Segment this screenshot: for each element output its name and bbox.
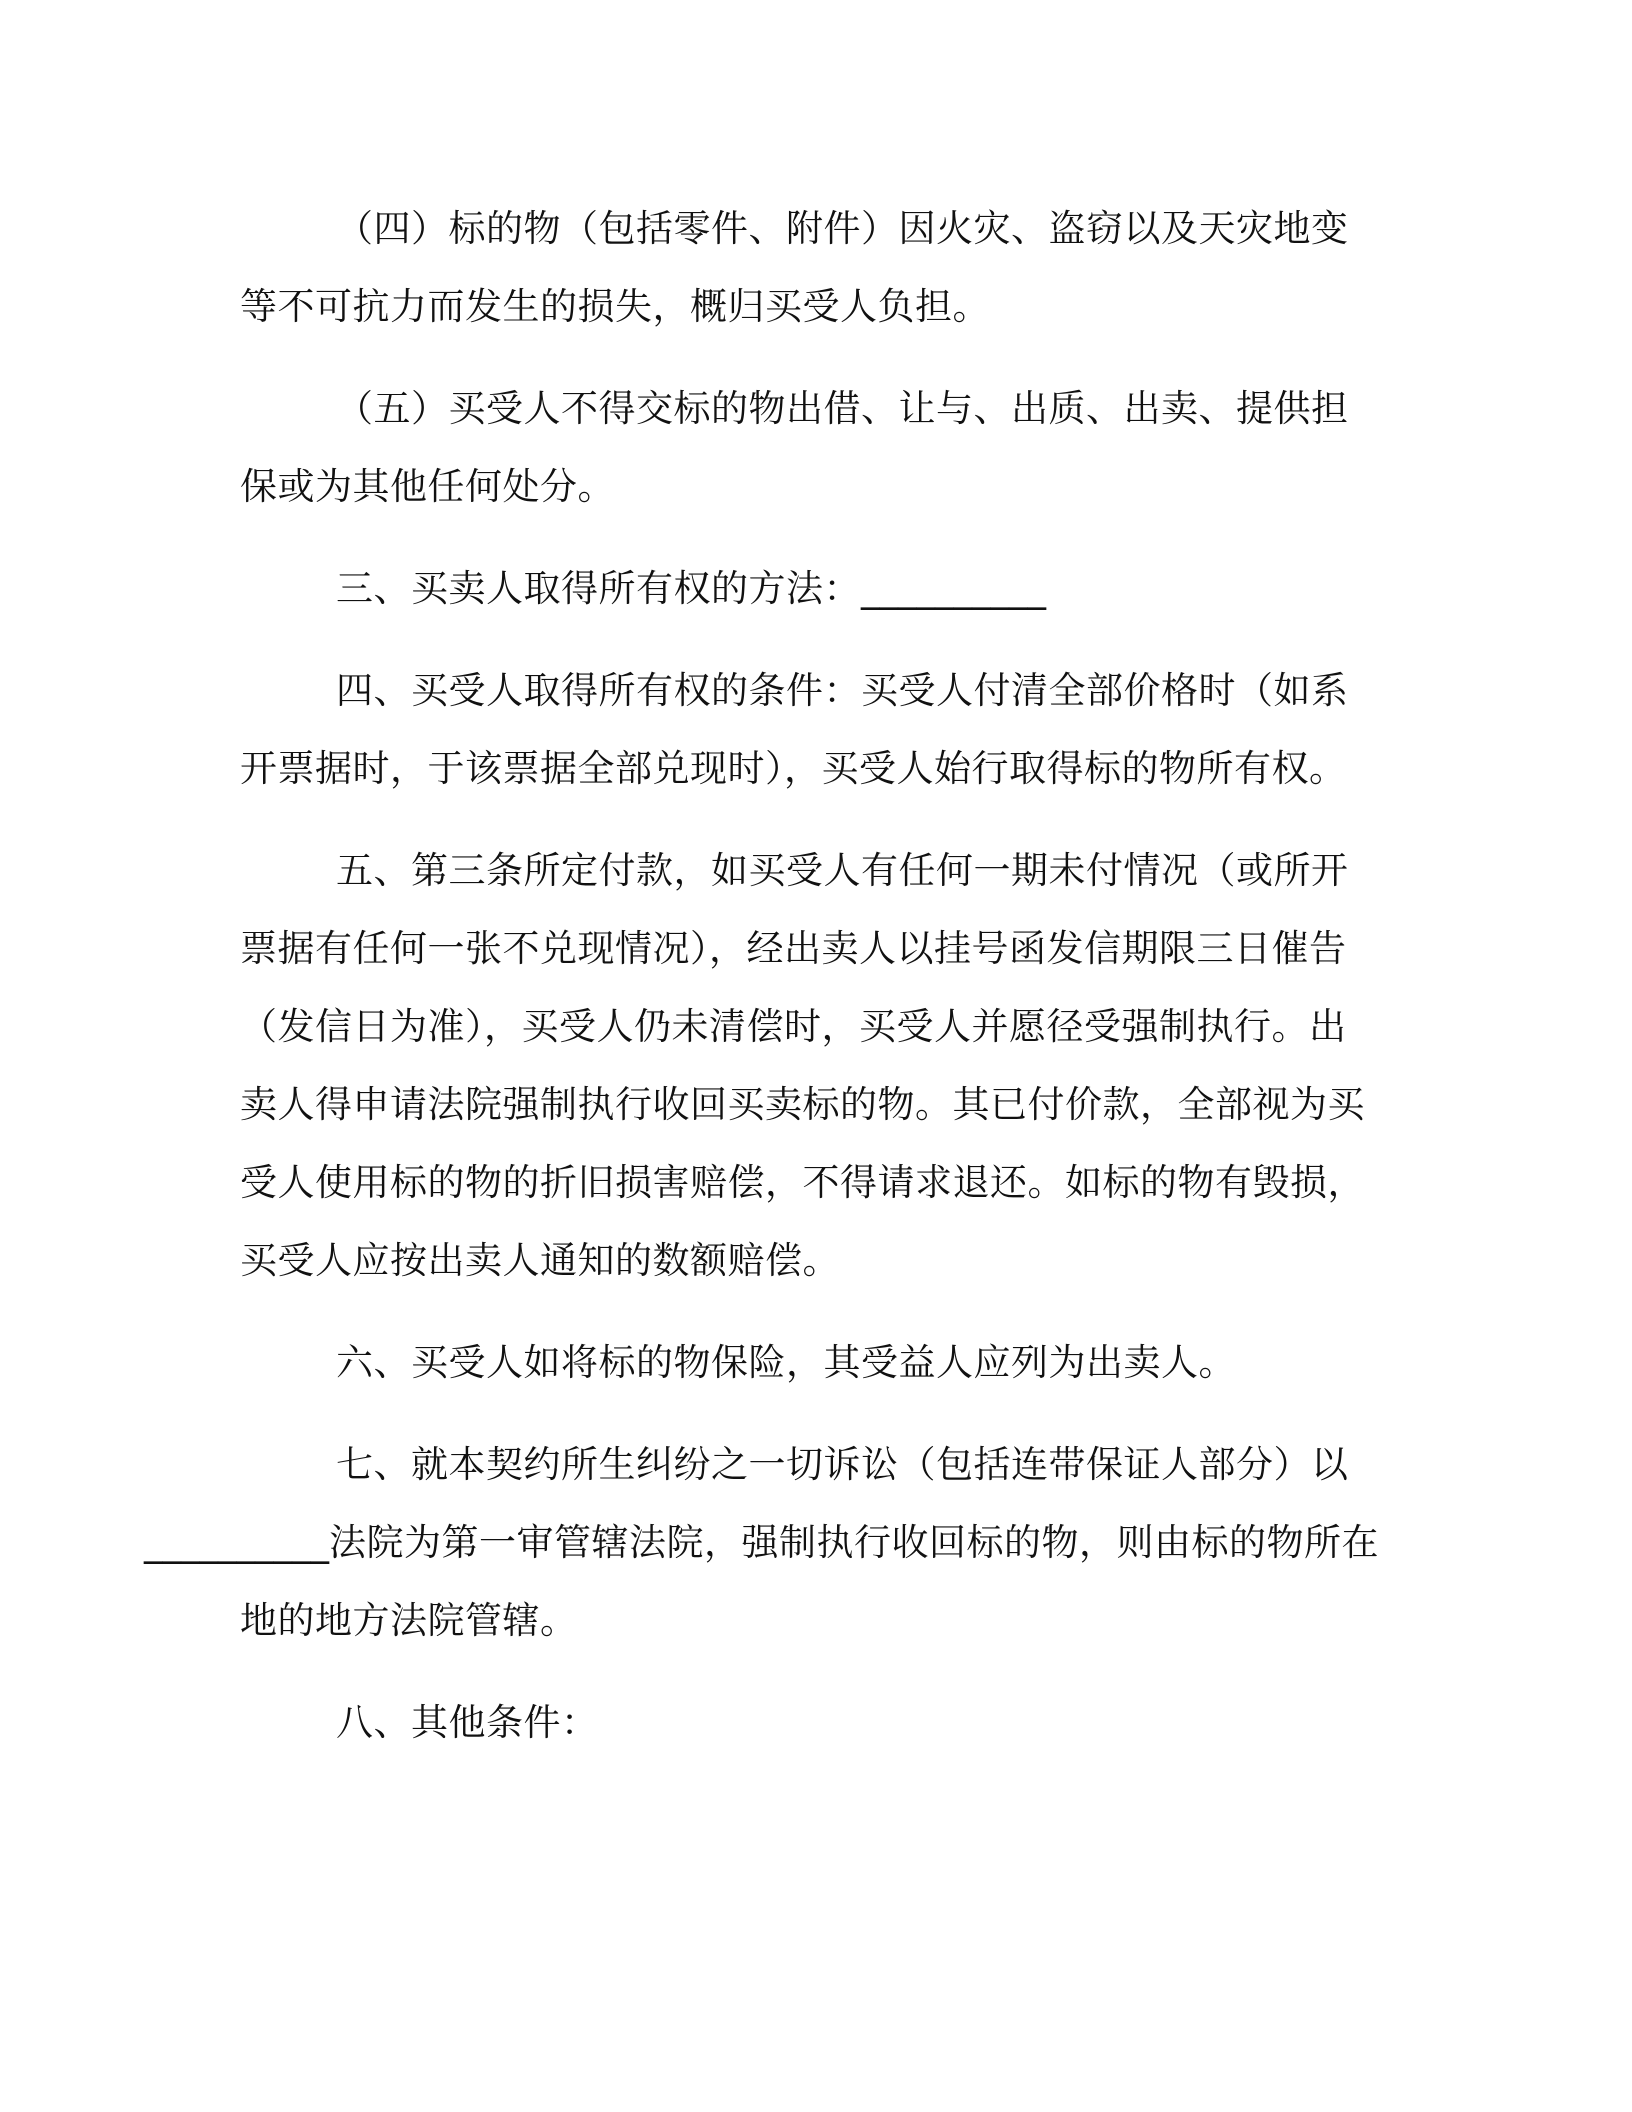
clause-paragraph-4 [240,190,1382,346]
clause-text: （五）买受人不得交标的物出借、让与、出质、出卖、提供担保或为其他任何处分。 [240,387,1349,508]
section-8-other-conditions [240,1684,1382,1762]
section-6-insurance [240,1324,1382,1402]
section-text: 六、买受人如将标的物保险，其受益人应列为出卖人。 [336,1341,1236,1384]
section-text: 四、买受人取得所有权的条件：买受人付清全部价格时（如系开票据时，于该票据全部兑现时），买受人始行取得标的物所有权。 [240,669,1349,790]
document-body [144,190,1382,1786]
section-7-jurisdiction [144,1426,1382,1660]
section-3-ownership-method [240,550,1382,628]
section-text: 五、第三条所定付款，如买受人有任何一期未付情况（或所开票据有任何一张不兑现情况），经出卖人以挂号函发信期限三日催告（发信日为准），买受人仍未清偿时，买受人并愿径受强制执行。出卖人得申请法院强制执行收回买卖标的物。其已付价款，全部视为买受人使用标的物的折旧损害赔偿，不得请求退还。如标的物有毁损，买受人应按出卖人通知的数额赔偿。 [240,849,1365,1282]
section-5-payment-default [240,832,1382,1300]
section-text: 七、就本契约所生纠纷之一切诉讼（包括连带保证人部分）以 [336,1443,1349,1486]
clause-paragraph-5 [240,370,1382,526]
section-4-ownership-conditions [240,652,1382,808]
section-text-continued: 法院为第一审管辖法院，强制执行收回标的物，则由标的物所在地的地方法院管辖。 [240,1521,1379,1642]
fill-in-blank: __________ [861,567,1046,610]
clause-text: （四）标的物（包括零件、附件）因火灾、盗窃以及天灾地变等不可抗力而发生的损失，概归买受人负担。 [240,207,1349,328]
fill-in-blank: __________ [144,1521,329,1564]
section-text: 八、其他条件： [336,1701,599,1744]
section-text: 三、买卖人取得所有权的方法： [336,567,861,610]
